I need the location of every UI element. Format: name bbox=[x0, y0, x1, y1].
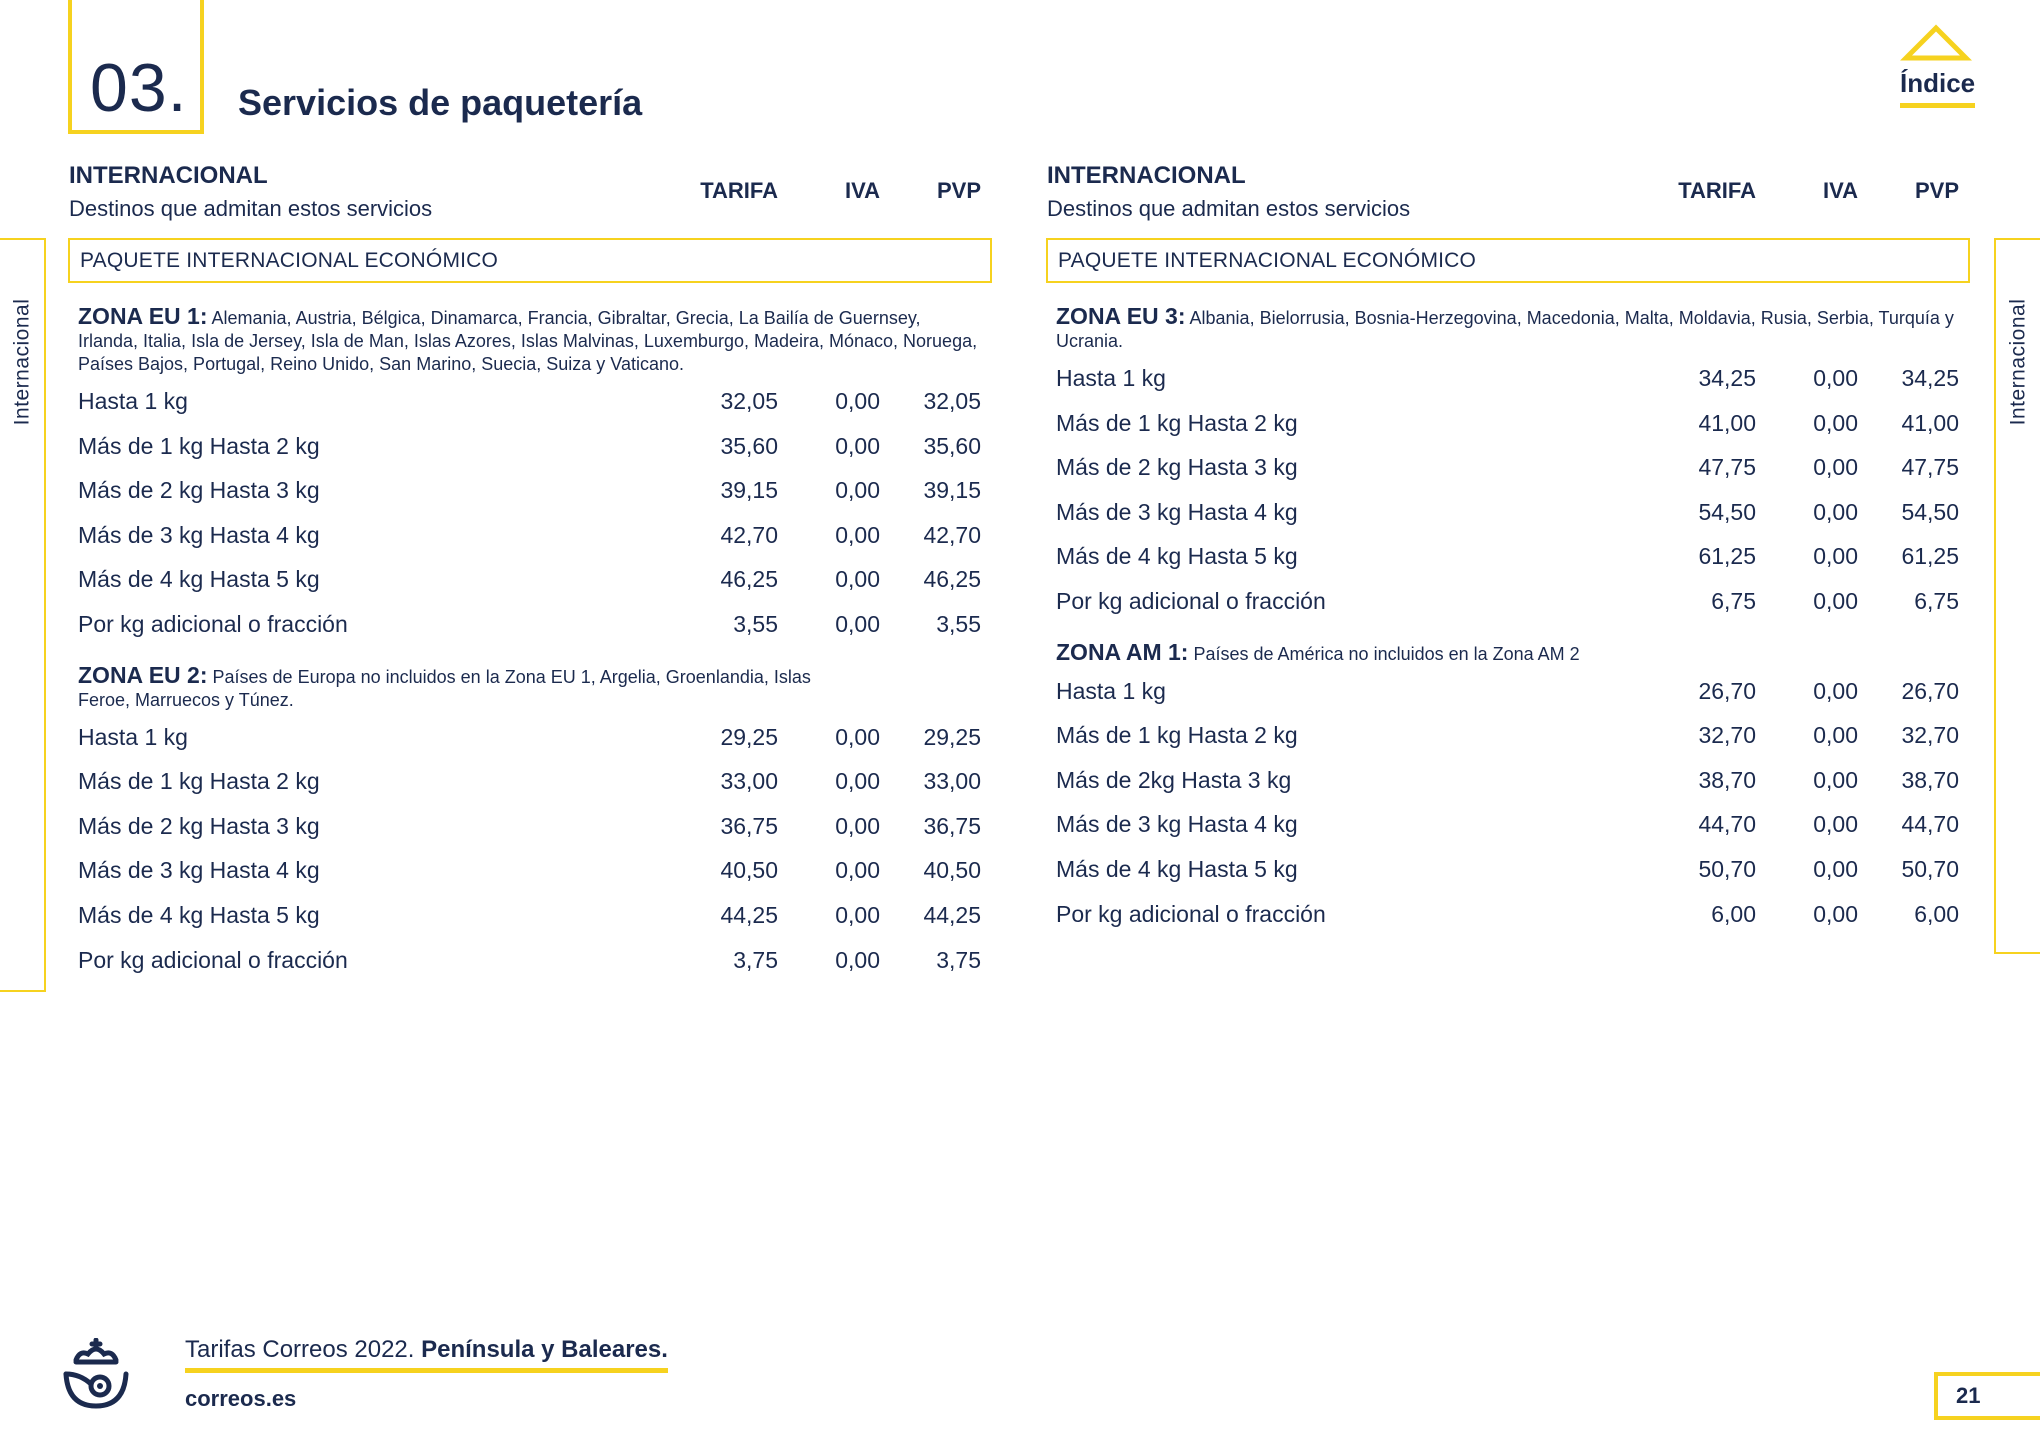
pvp-value: 29,25 bbox=[923, 723, 981, 750]
pvp-value: 33,00 bbox=[923, 768, 981, 795]
price-row bbox=[1056, 357, 1960, 402]
price-row bbox=[78, 558, 982, 603]
footer-website-link[interactable]: correos.es bbox=[185, 1386, 297, 1411]
tarifa-value: 44,25 bbox=[720, 901, 778, 928]
tarifa-value: 36,75 bbox=[720, 812, 778, 839]
zone-name: ZONA AM 1: bbox=[1056, 638, 1189, 665]
price-row bbox=[78, 939, 982, 984]
tarifa-value: 40,50 bbox=[720, 857, 778, 884]
zone-name: ZONA EU 3: bbox=[1056, 303, 1186, 329]
iva-value: 0,00 bbox=[1813, 498, 1858, 525]
weight-label: Hasta 1 kg bbox=[1056, 365, 1166, 391]
tarifa-value: 41,00 bbox=[1698, 409, 1756, 436]
weight-label: Por kg adicional o fracción bbox=[78, 610, 348, 637]
header-pvp: PVP bbox=[1914, 178, 1959, 203]
pvp-value: 54,50 bbox=[1901, 498, 1959, 525]
weight-label: Más de 3 kg Hasta 4 kg bbox=[1056, 498, 1298, 525]
weight-label: Más de 4 kg Hasta 5 kg bbox=[78, 901, 320, 928]
price-row bbox=[78, 380, 982, 425]
iva-value: 0,00 bbox=[835, 857, 880, 884]
tarifa-value: 42,70 bbox=[720, 521, 778, 548]
footer-title bbox=[185, 1336, 668, 1373]
zone-countries: Países de Europa no incluidos en la Zona EU 1, Argelia, Groenlandia, Islas Feroe, Marruecos y Túnez. bbox=[78, 666, 811, 710]
tarifa-value: 6,00 bbox=[1711, 900, 1756, 927]
tarifa-value: 61,25 bbox=[1698, 543, 1756, 570]
pvp-value: 50,70 bbox=[1901, 855, 1959, 882]
weight-label: Hasta 1 kg bbox=[78, 388, 188, 414]
iva-value: 0,00 bbox=[835, 946, 880, 973]
iva-value: 0,00 bbox=[835, 723, 880, 750]
pvp-value: 42,70 bbox=[923, 521, 981, 548]
tarifa-value: 38,70 bbox=[1698, 766, 1756, 793]
iva-value: 0,00 bbox=[835, 521, 880, 548]
footer-title-regular: Tarifas Correos 2022. bbox=[185, 1336, 422, 1363]
zone-description bbox=[1056, 305, 1960, 353]
pvp-value: 34,25 bbox=[1901, 365, 1959, 391]
price-row bbox=[78, 716, 982, 761]
pvp-value: 35,60 bbox=[923, 432, 981, 459]
price-row bbox=[1056, 446, 1960, 491]
weight-label: Más de 2 kg Hasta 3 kg bbox=[1056, 454, 1298, 481]
price-row bbox=[78, 514, 982, 559]
price-row bbox=[1056, 402, 1960, 447]
pvp-value: 44,25 bbox=[923, 901, 981, 928]
weight-label: Más de 2 kg Hasta 3 kg bbox=[78, 477, 320, 504]
weight-label: Por kg adicional o fracción bbox=[1056, 587, 1326, 614]
pvp-value: 61,25 bbox=[1901, 543, 1959, 570]
price-row bbox=[1056, 714, 1960, 759]
weight-label: Hasta 1 kg bbox=[1056, 677, 1166, 704]
price-row bbox=[78, 894, 982, 939]
column-subtitle: Destinos que admitan estos servicios bbox=[1047, 196, 1411, 221]
tarifa-value: 44,70 bbox=[1698, 811, 1756, 838]
tarifa-value: 54,50 bbox=[1698, 498, 1756, 525]
weight-label: Por kg adicional o fracción bbox=[78, 946, 348, 973]
iva-value: 0,00 bbox=[835, 901, 880, 928]
iva-value: 0,00 bbox=[1813, 900, 1858, 927]
weight-label: Más de 1 kg Hasta 2 kg bbox=[1056, 409, 1298, 436]
tarifa-value: 39,15 bbox=[720, 477, 778, 504]
tarifa-value: 35,60 bbox=[720, 432, 778, 459]
tarifa-value: 6,75 bbox=[1711, 587, 1756, 614]
tarifa-value: 3,55 bbox=[733, 610, 778, 637]
zone-block bbox=[1056, 305, 1960, 937]
iva-value: 0,00 bbox=[1813, 811, 1858, 838]
iva-value: 0,00 bbox=[1813, 677, 1858, 704]
price-row bbox=[1056, 893, 1960, 938]
column-header bbox=[1046, 160, 1970, 238]
iva-value: 0,00 bbox=[1813, 855, 1858, 882]
weight-label: Por kg adicional o fracción bbox=[1056, 900, 1326, 927]
pvp-value: 40,50 bbox=[923, 857, 981, 884]
price-row bbox=[78, 469, 982, 514]
weight-label: Más de 1 kg Hasta 2 kg bbox=[78, 432, 320, 459]
weight-label: Más de 3 kg Hasta 4 kg bbox=[78, 521, 320, 548]
zone-block bbox=[78, 305, 982, 983]
pvp-value: 6,00 bbox=[1914, 900, 1959, 927]
iva-value: 0,00 bbox=[1813, 409, 1858, 436]
iva-value: 0,00 bbox=[1813, 543, 1858, 570]
pvp-value: 39,15 bbox=[923, 477, 981, 504]
price-row bbox=[78, 760, 982, 805]
service-section-box: PAQUETE INTERNACIONAL ECONÓMICO bbox=[68, 238, 992, 283]
zone-countries: Albania, Bielorrusia, Bosnia-Herzegovina, Macedonia, Malta, Moldavia, Rusia, Serbia, Turquía y Ucrania. bbox=[1056, 308, 1954, 351]
tarifa-value: 26,70 bbox=[1698, 677, 1756, 704]
iva-value: 0,00 bbox=[835, 477, 880, 504]
price-row bbox=[1056, 848, 1960, 893]
index-link[interactable]: Índice bbox=[1900, 68, 1975, 108]
home-triangle-icon[interactable] bbox=[1900, 24, 1972, 62]
weight-label: Más de 4 kg Hasta 5 kg bbox=[1056, 855, 1298, 882]
zone-description bbox=[78, 661, 838, 712]
section-number: 03. bbox=[90, 50, 188, 126]
weight-label: Más de 4 kg Hasta 5 kg bbox=[1056, 543, 1298, 570]
price-row bbox=[1056, 535, 1960, 580]
tarifa-value: 33,00 bbox=[720, 768, 778, 795]
pvp-value: 32,70 bbox=[1901, 722, 1959, 749]
footer-title-bold: Península y Baleares. bbox=[421, 1336, 668, 1363]
header-pvp: PVP bbox=[936, 178, 981, 203]
weight-label: Más de 2 kg Hasta 3 kg bbox=[78, 812, 320, 839]
header-iva: IVA bbox=[844, 178, 880, 203]
weight-label: Más de 4 kg Hasta 5 kg bbox=[78, 566, 320, 593]
price-row bbox=[1056, 803, 1960, 848]
zone-description bbox=[78, 305, 982, 376]
page-number: 21 bbox=[1934, 1372, 2040, 1420]
tarifa-value: 32,70 bbox=[1698, 722, 1756, 749]
pvp-value: 41,00 bbox=[1901, 409, 1959, 436]
tarifa-value: 50,70 bbox=[1698, 855, 1756, 882]
price-row bbox=[78, 849, 982, 894]
price-row bbox=[78, 805, 982, 850]
iva-value: 0,00 bbox=[1813, 722, 1858, 749]
iva-value: 0,00 bbox=[835, 812, 880, 839]
header-tarifa: TARIFA bbox=[700, 178, 778, 203]
right-price-column bbox=[1046, 160, 1970, 937]
tarifa-value: 47,75 bbox=[1698, 454, 1756, 481]
price-row bbox=[1056, 670, 1960, 715]
side-tab-left bbox=[0, 238, 46, 992]
pvp-value: 46,25 bbox=[923, 566, 981, 593]
iva-value: 0,00 bbox=[835, 432, 880, 459]
column-subtitle: Destinos que admitan estos servicios bbox=[69, 196, 433, 221]
price-row bbox=[78, 425, 982, 470]
tarifa-value: 34,25 bbox=[1698, 365, 1756, 391]
weight-label: Más de 1 kg Hasta 2 kg bbox=[78, 768, 320, 795]
price-row bbox=[1056, 580, 1960, 625]
iva-value: 0,00 bbox=[1813, 454, 1858, 481]
zone-name: ZONA EU 2: bbox=[78, 661, 208, 688]
iva-value: 0,00 bbox=[835, 388, 880, 414]
weight-label: Más de 1 kg Hasta 2 kg bbox=[1056, 722, 1298, 749]
iva-value: 0,00 bbox=[1813, 587, 1858, 614]
side-tab-right bbox=[1994, 238, 2040, 954]
page-title: Servicios de paquetería bbox=[238, 82, 643, 123]
price-row bbox=[1056, 491, 1960, 536]
pvp-value: 6,75 bbox=[1914, 587, 1959, 614]
pvp-value: 32,05 bbox=[923, 388, 981, 414]
column-title: INTERNACIONAL bbox=[69, 162, 268, 189]
side-tab-label: Internacional bbox=[10, 298, 33, 426]
price-row bbox=[1056, 759, 1960, 804]
iva-value: 0,00 bbox=[835, 610, 880, 637]
side-tab-label: Internacional bbox=[2006, 298, 2029, 426]
tarifa-value: 32,05 bbox=[720, 388, 778, 414]
service-section-box: PAQUETE INTERNACIONAL ECONÓMICO bbox=[1046, 238, 1970, 283]
iva-value: 0,00 bbox=[1813, 365, 1858, 391]
tarifa-value: 46,25 bbox=[720, 566, 778, 593]
zone-description bbox=[1056, 638, 1960, 666]
pvp-value: 38,70 bbox=[1901, 766, 1959, 793]
tarifa-value: 29,25 bbox=[720, 723, 778, 750]
zone-name: ZONA EU 1: bbox=[78, 303, 208, 329]
left-price-column bbox=[68, 160, 992, 983]
pvp-value: 3,75 bbox=[936, 946, 981, 973]
pvp-value: 44,70 bbox=[1901, 811, 1959, 838]
iva-value: 0,00 bbox=[1813, 766, 1858, 793]
zone-countries: Alemania, Austria, Bélgica, Dinamarca, Francia, Gibraltar, Grecia, La Bailía de Guernsey, Irlanda, Italia, Isla de Jersey, Isla de Man, Islas Azores, Islas Malvinas, Luxemburgo, Madeira, Mónaco, Noruega, Países Bajos, Portugal, Reino Unido, San Marino, Suecia, Suiza y Vaticano. bbox=[78, 308, 978, 374]
tarifa-value: 3,75 bbox=[733, 946, 778, 973]
weight-label: Más de 3 kg Hasta 4 kg bbox=[1056, 811, 1298, 838]
correos-logo-icon bbox=[58, 1338, 134, 1412]
weight-label: Más de 2kg Hasta 3 kg bbox=[1056, 766, 1292, 793]
price-row bbox=[78, 603, 982, 648]
zone-countries: Países de América no incluidos en la Zona AM 2 bbox=[1193, 643, 1580, 664]
pvp-value: 3,55 bbox=[936, 610, 981, 637]
weight-label: Hasta 1 kg bbox=[78, 723, 188, 750]
iva-value: 0,00 bbox=[835, 768, 880, 795]
column-header bbox=[68, 160, 992, 238]
pvp-value: 47,75 bbox=[1901, 454, 1959, 481]
weight-label: Más de 3 kg Hasta 4 kg bbox=[78, 857, 320, 884]
header-tarifa: TARIFA bbox=[1678, 178, 1756, 203]
pvp-value: 26,70 bbox=[1901, 677, 1959, 704]
pvp-value: 36,75 bbox=[923, 812, 981, 839]
iva-value: 0,00 bbox=[835, 566, 880, 593]
header-iva: IVA bbox=[1822, 178, 1858, 203]
column-title: INTERNACIONAL bbox=[1047, 162, 1246, 189]
